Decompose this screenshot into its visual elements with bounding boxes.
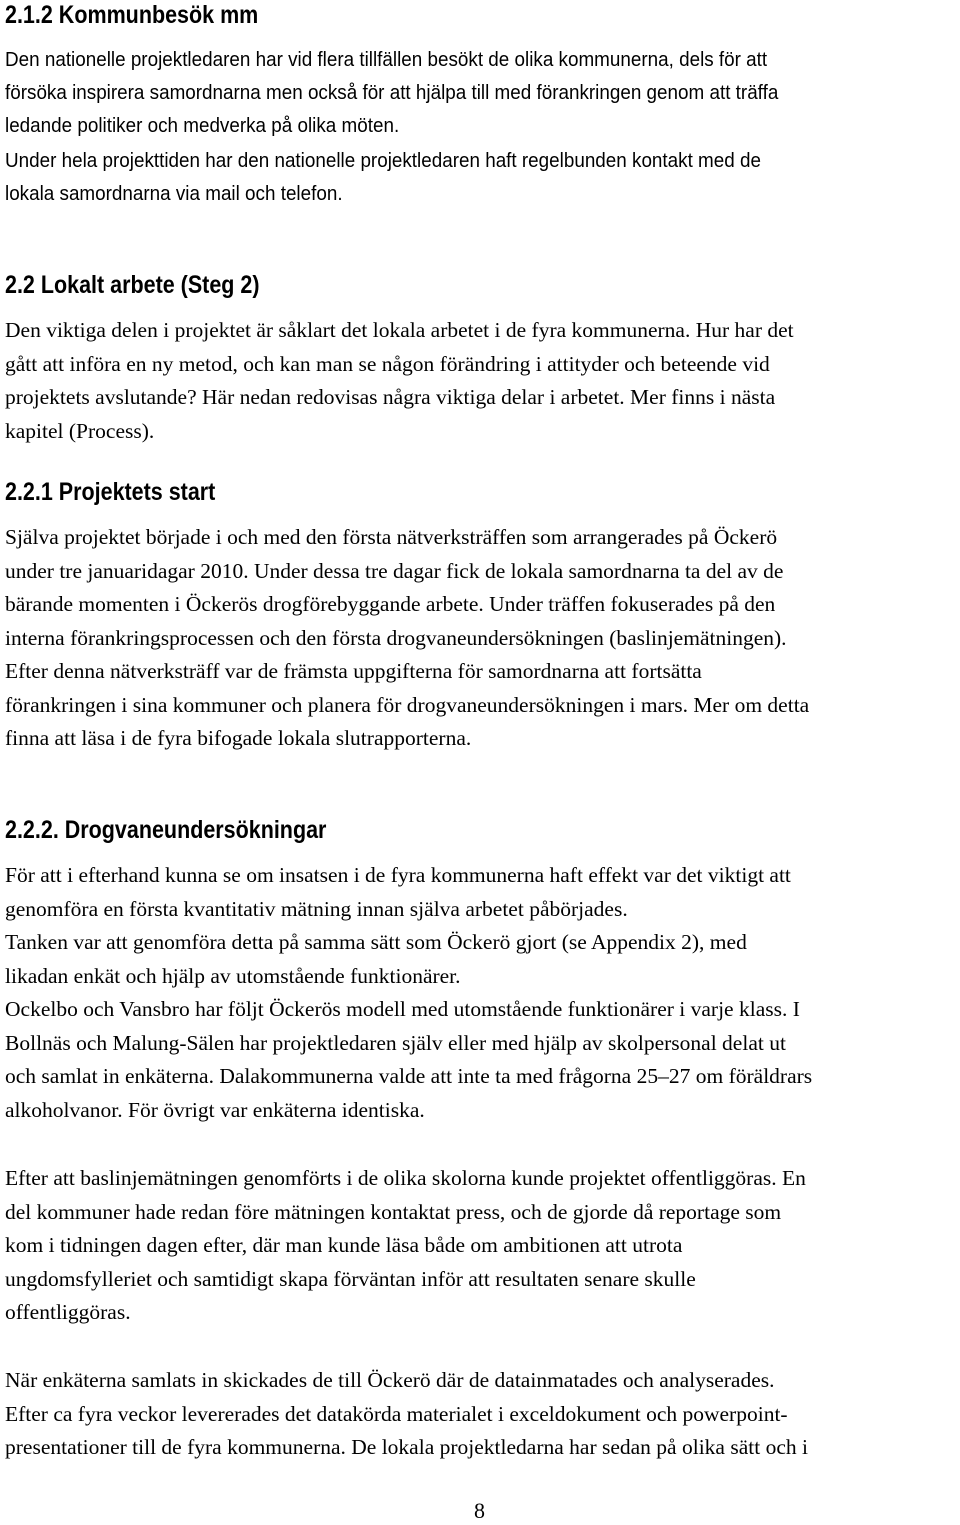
section-heading-2-2-1: 2.2.1 Projektets start (5, 478, 216, 506)
section-heading-2-2: 2.2 Lokalt arbete (Steg 2) (5, 271, 260, 299)
text-line: finna att läsa i de fyra bifogade lokala slutrapporterna. (5, 726, 472, 750)
text-line: Bollnäs och Malung-Sälen har projektledaren själv eller med hjälp av skolpersonal delat ut (5, 1030, 786, 1055)
paragraph (5, 521, 960, 756)
page-number: 8 (474, 1498, 485, 1523)
text-line: och samlat in enkäterna. Dalakommunerna valde att inte ta med frågorna 25–27 om föräldrars (5, 1064, 813, 1088)
text-line: interna förankringsprocessen och den första drogvaneundersökningen (baslinjemätningen). (5, 625, 787, 650)
text-line: Själva projektet började i och med den första nätverksträffen som arrangerades på Öckerö (5, 525, 778, 549)
paragraph (5, 1364, 960, 1465)
text-line: Under hela projekttiden har den nationelle projektledaren haft regelbunden kontakt med de (5, 149, 761, 172)
text-line: genomföra en första kvantitativ mätning innan själva arbetet påbörjades. (5, 896, 628, 921)
text-line: ungdomsfylleriet och samtidigt skapa förväntan inför att resultaten senare skulle (5, 1266, 696, 1291)
paragraph (5, 43, 916, 142)
text-line: Efter att baslinjemätningen genomförts i de olika skolorna kunde projektet offentliggöras. En (5, 1166, 806, 1190)
text-line: Tanken var att genomföra detta på samma sätt som Öckerö gjort (se Appendix 2), med (5, 930, 747, 954)
paragraph (5, 1162, 960, 1330)
text-line: ledande politiker och medverka på olika möten. (5, 114, 400, 137)
text-line: bärande momenten i Öckerös drogförebyggande arbete. Under träffen fokuserades på den (5, 592, 776, 616)
text-line: Efter ca fyra veckor levererades det datakörda materialet i exceldokument och powerpoint- (5, 1401, 788, 1426)
text-line: alkoholvanor. För övrigt var enkäterna identiska. (5, 1097, 425, 1122)
paragraph (5, 144, 916, 210)
paragraph (5, 314, 960, 448)
text-line: offentliggöras. (5, 1300, 131, 1324)
text-line: del kommuner hade redan före mätningen kontaktat press, och de gjorde då reportage som (5, 1199, 782, 1224)
text-line: försöka inspirera samordnarna men också för att hjälpa till med förankringen genom att träffa (5, 81, 779, 104)
text-line: kom i tidningen dagen efter, där man kunde läsa både om ambitionen att utrota (5, 1233, 683, 1257)
text-line: kapitel (Process). (5, 418, 155, 443)
text-line: När enkäterna samlats in skickades de till Öckerö där de datainmatades och analyserades. (5, 1368, 775, 1392)
text-line: gått att införa en ny metod, och kan man se någon förändring i attityder och beteende vid (5, 351, 770, 376)
section-heading-2-1-2: 2.1.2 Kommunbesök mm (5, 1, 259, 29)
text-line: Den viktiga delen i projektet är såklart det lokala arbetet i de fyra kommunerna. Hur har det (5, 318, 794, 342)
paragraph (5, 859, 960, 1127)
text-line: lokala samordnarna via mail och telefon. (5, 182, 343, 205)
text-line: För att i efterhand kunna se om insatsen i de fyra kommunerna haft effekt var det viktigt att (5, 863, 791, 887)
text-line: likadan enkät och hjälp av utomstående funktionärer. (5, 963, 461, 988)
text-line: under tre januaridagar 2010. Under dessa tre dagar fick de lokala samordnarna ta del av de (5, 558, 784, 583)
text-line: presentationer till de fyra kommunerna. De lokala projektledarna har sedan på olika sätt och i (5, 1435, 808, 1459)
text-line: Ockelbo och Vansbro har följt Öckerös modell med utomstående funktionärer i varje klass. I (5, 997, 800, 1021)
section-heading-2-2-2: 2.2.2. Drogvaneundersökningar (5, 816, 327, 844)
text-line: förankringen i sina kommuner och planera för drogvaneundersökningen i mars. Mer om detta (5, 692, 810, 717)
text-line: Den nationelle projektledaren har vid flera tillfällen besökt de olika kommunerna, dels för att (5, 48, 768, 71)
text-line: Efter denna nätverksträff var de främsta uppgifterna för samordnarna att fortsätta (5, 659, 702, 683)
text-line: projektets avslutande? Här nedan redovisas några viktiga delar i arbetet. Mer finns i nästa (5, 385, 776, 409)
